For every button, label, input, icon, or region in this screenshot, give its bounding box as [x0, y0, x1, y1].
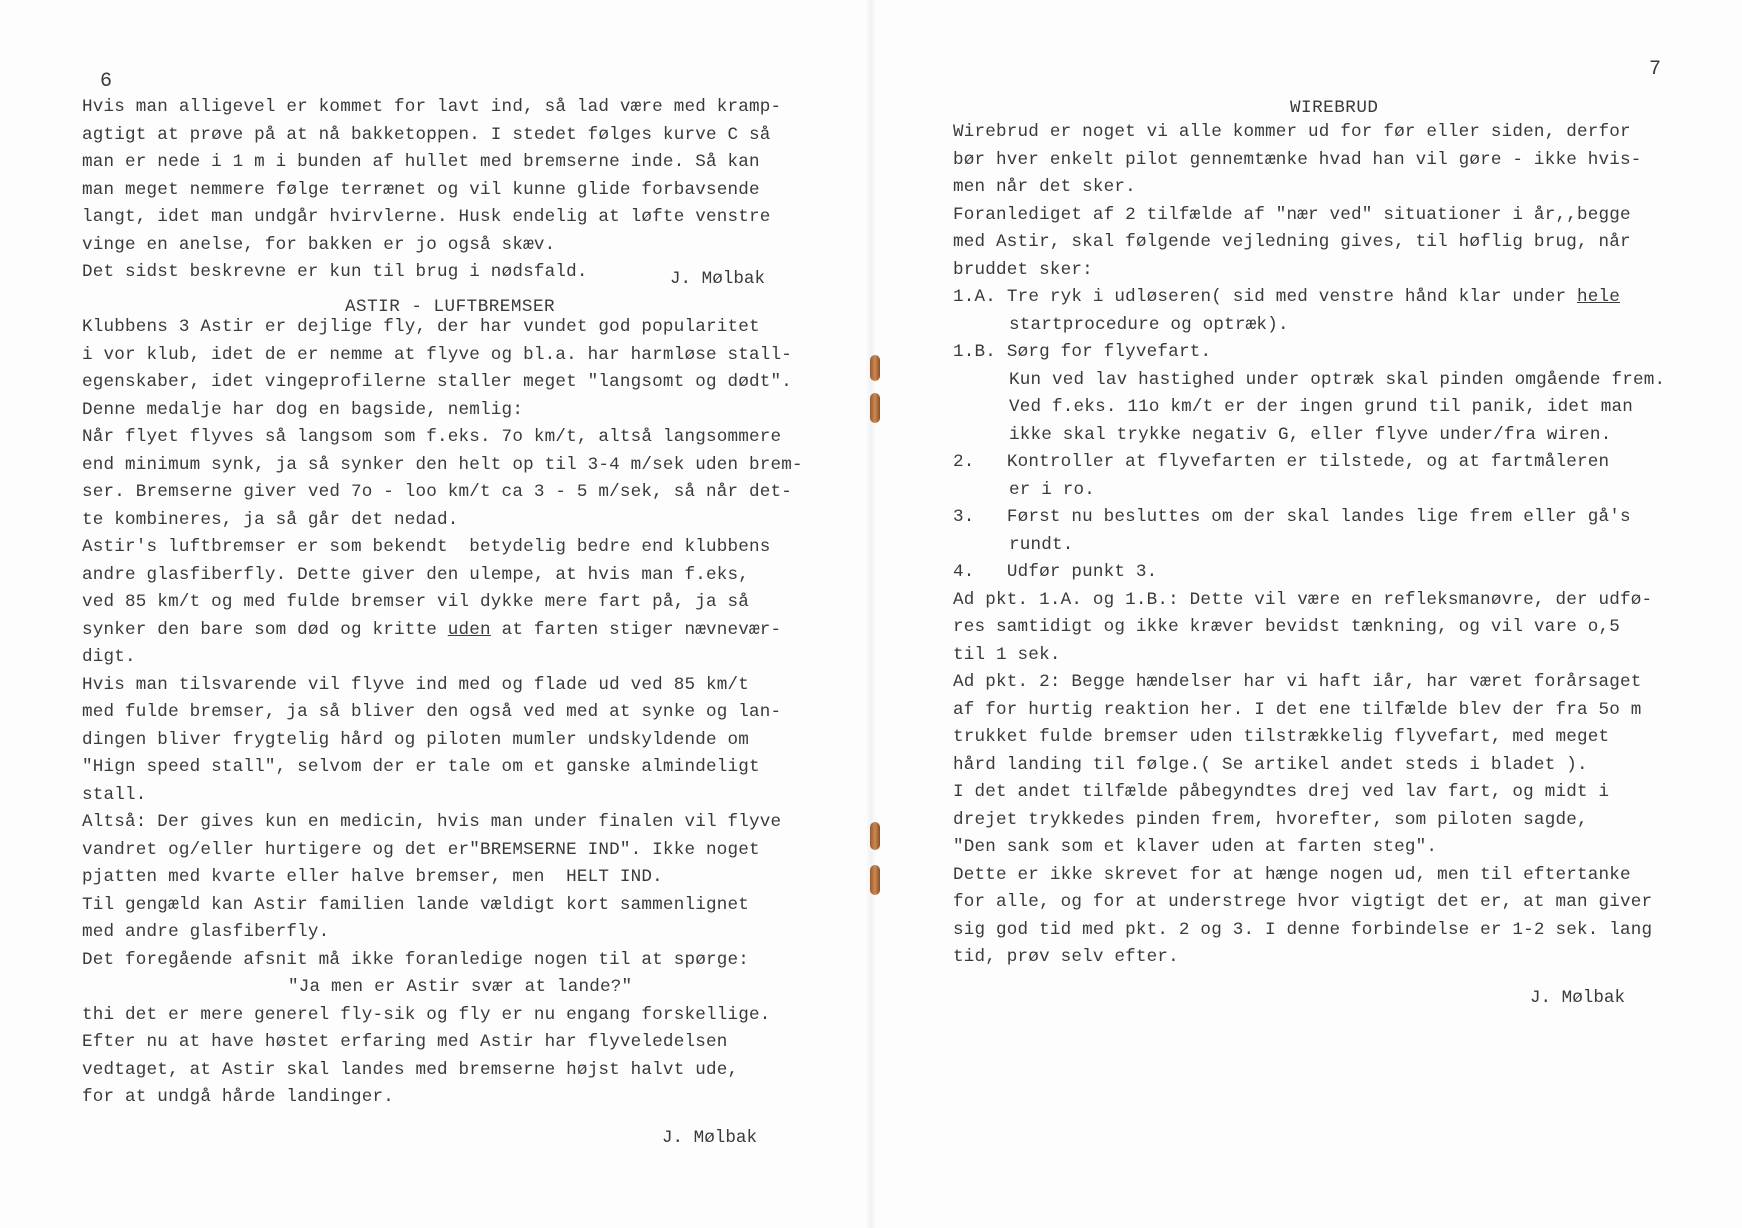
text-line: digt.	[82, 647, 136, 667]
text-line: Altså: Der gives kun en medicin, hvis man under finalen vil flyve	[82, 812, 782, 832]
text-line: men når det sker.	[953, 177, 1136, 197]
step-label: 3.	[953, 507, 975, 527]
text-line: Denne medalje har dog en bagside, nemlig:	[82, 399, 524, 420]
step-label: 1.A.	[953, 287, 997, 307]
text-line: ser. Bremserne giver ved 7o - loo km/t ca 3 - 5 m/sek, så når det-	[82, 482, 793, 502]
step-text: Sørg for flyvefart.	[1006, 342, 1212, 362]
text-line: sig god tid med pkt. 2 og 3. I denne forbindelse er 1-2 sek. lang	[953, 919, 1653, 940]
text-line: Astir's luftbremser er som bekendt betydelig bedre end klubbens	[82, 537, 771, 557]
signature: J. Mølbak	[662, 1128, 758, 1148]
step-continuation: Kun ved lav hastighed under optræk skal pinden omgående frem.	[1009, 369, 1666, 390]
text-line: end minimum synk, ja så synker den helt op til 3-4 m/sek uden brem-	[82, 454, 803, 475]
step-label: 2.	[953, 452, 975, 472]
text-line: bruddet sker:	[953, 259, 1093, 280]
text-line: man meget nemmere følge terrænet og vil kunne glide forbavsende	[82, 179, 760, 200]
text-line: agtigt at prøve på at nå bakketoppen. I stedet følges kurve C så	[82, 124, 771, 145]
text-line: Ad pkt. 2: Begge hændelser har vi haft iår, har været forårsaget	[953, 672, 1642, 692]
text-line: vandret og/eller hurtigere og det er"BREMSERNE IND". Ikke noget	[82, 839, 760, 860]
text-line: Klubbens 3 Astir er dejlige fly, der har vundet god popularitet	[82, 317, 760, 337]
text-line: med andre glasfiberfly.	[82, 922, 330, 942]
text-line: stall.	[82, 784, 147, 805]
text-line: I det andet tilfælde påbegyndtes drej ved lav fart, og midt i	[953, 782, 1610, 802]
text-line: med Astir, skal følgende vejledning gives, til høflig brug, når	[953, 232, 1631, 252]
text-line: vinge en anelse, for bakken er jo også skæv.	[82, 234, 556, 255]
step-text: Udfør punkt 3.	[1006, 562, 1158, 582]
text-line: Foranlediget af 2 tilfælde af "nær ved" situationer i år,,begge	[953, 204, 1631, 225]
text-line: Det sidst beskrevne er kun til brug i nødsfald.	[82, 262, 588, 282]
text-line: Dette er ikke skrevet for at hænge nogen ud, men til eftertanke	[953, 864, 1631, 885]
text-line: te kombineres, ja så går det nedad.	[82, 509, 459, 530]
step-1b	[953, 339, 1723, 367]
text-line: trukket fulde bremser uden tilstrækkelig flyvefart, med meget	[953, 727, 1610, 747]
text-line: "Den sank som et klaver uden at farten steg".	[953, 837, 1438, 857]
text-line: andre glasfiberfly. Dette giver den ulempe, at hvis man f.eks,	[82, 564, 749, 585]
right-page	[876, 0, 1742, 1228]
underlined-word: hele	[1577, 287, 1621, 307]
text-line: drejet trykkedes pinden frem, hvorefter, som piloten sagde,	[953, 809, 1588, 830]
step-continuation: startprocedure og optræk).	[1009, 314, 1289, 335]
step-label: 1.B.	[953, 342, 997, 362]
page-number-left: 6	[100, 70, 113, 93]
text-line	[82, 617, 852, 645]
text-line: pjatten med kvarte eller halve bremser, men HELT IND.	[82, 867, 663, 887]
text-line: Til gengæld kan Astir familien lande vældigt kort sammenlignet	[82, 894, 749, 915]
step-text: Først nu besluttes om der skal landes lige frem eller gå's	[1006, 507, 1631, 527]
text-line: i vor klub, idet de er nemme at flyve og bl.a. har harmløse stall-	[82, 344, 793, 365]
right-page-body	[953, 119, 1723, 972]
text-line: hård landing til følge.( Se artikel andet steds i bladet ).	[953, 754, 1588, 775]
step-continuation: rundt.	[1009, 534, 1074, 555]
signature: J. Mølbak	[1530, 988, 1626, 1008]
text-segment: at farten stiger nævnevær-	[490, 619, 782, 640]
text-line: egenskaber, idet vingeprofilerne staller meget "langsomt og dødt".	[82, 372, 793, 392]
step-3	[953, 504, 1723, 532]
text-line: Hvis man alligevel er kommet for lavt ind, så lad være med kramp-	[82, 97, 782, 117]
text-line: Efter nu at have høstet erfaring med Astir har flyveledelsen	[82, 1032, 728, 1052]
section-title-astir: ASTIR - LUFTBREMSER	[345, 297, 556, 317]
left-page	[0, 0, 866, 1228]
text-line: for alle, og for at understrege hvor vigtigt det er, at man giver	[953, 892, 1653, 912]
page-number-right: 7	[1649, 58, 1662, 81]
text-line: res samtidigt og ikke kræver bevidst tænkning, og vil vare o,5	[953, 617, 1620, 637]
text-line: "Hign speed stall", selvom der er tale om et ganske almindeligt	[82, 757, 760, 777]
text-line: Det foregående afsnit må ikke foranledige nogen til at spørge:	[82, 949, 749, 970]
underlined-word: uden	[447, 619, 491, 640]
page-gutter	[866, 0, 876, 1228]
text-line: thi det er mere generel fly-sik og fly er nu engang forskellige.	[82, 1004, 771, 1025]
left-page-body	[82, 94, 852, 1112]
step-text: Tre ryk i udløseren( sid med venstre hånd klar under	[1006, 287, 1577, 307]
step-label: 4.	[953, 562, 975, 582]
step-continuation: ikke skal trykke negativ G, eller flyve under/fra wiren.	[1009, 424, 1612, 445]
text-line: Wirebrud er noget vi alle kommer ud for før eller siden, derfor	[953, 122, 1631, 142]
step-text: Kontroller at flyvefarten er tilstede, og at fartmåleren	[1006, 452, 1610, 472]
step-continuation: er i ro.	[1009, 479, 1096, 500]
text-line: man er nede i 1 m i bunden af hullet med bremserne inde. Så kan	[82, 152, 760, 172]
text-line: tid, prøv selv efter.	[953, 947, 1179, 967]
quote-line: "Ja men er Astir svær at lande?"	[288, 977, 633, 997]
text-line: for at undgå hårde landinger.	[82, 1087, 394, 1107]
section-title-wirebrud: WIREBRUD	[1290, 98, 1379, 118]
text-line: Ad pkt. 1.A. og 1.B.: Dette vil være en refleksmanøvre, der udfø-	[953, 589, 1653, 610]
text-line: ved 85 km/t og med fulde bremser vil dykke mere fart på, ja så	[82, 592, 749, 612]
text-line: dingen bliver frygtelig hård og piloten mumler undskyldende om	[82, 729, 749, 750]
text-line: af for hurtig reaktion her. I det ene tilfælde blev der fra 5o m	[953, 699, 1642, 720]
text-line: med fulde bremser, ja så bliver den også ved med at synke og lan-	[82, 702, 782, 722]
step-2	[953, 449, 1723, 477]
step-continuation: Ved f.eks. 11o km/t er der ingen grund til panik, idet man	[1009, 397, 1633, 417]
text-line: Når flyet flyves så langsom som f.eks. 7o km/t, altså langsommere	[82, 427, 782, 447]
text-line: vedtaget, at Astir skal landes med bremserne højst halvt ude,	[82, 1059, 739, 1080]
text-line: Hvis man tilsvarende vil flyve ind med og flade ud ved 85 km/t	[82, 674, 749, 695]
step-4	[953, 559, 1723, 587]
text-line: langt, idet man undgår hvirvlerne. Husk endelig at løfte venstre	[82, 207, 771, 227]
text-line: bør hver enkelt pilot gennemtænke hvad han vil gøre - ikke hvis-	[953, 149, 1642, 170]
step-1a	[953, 284, 1723, 312]
text-segment: synker den bare som død og kritte	[82, 619, 448, 640]
signature: J. Mølbak	[670, 269, 766, 289]
text-line: til 1 sek.	[953, 644, 1061, 665]
